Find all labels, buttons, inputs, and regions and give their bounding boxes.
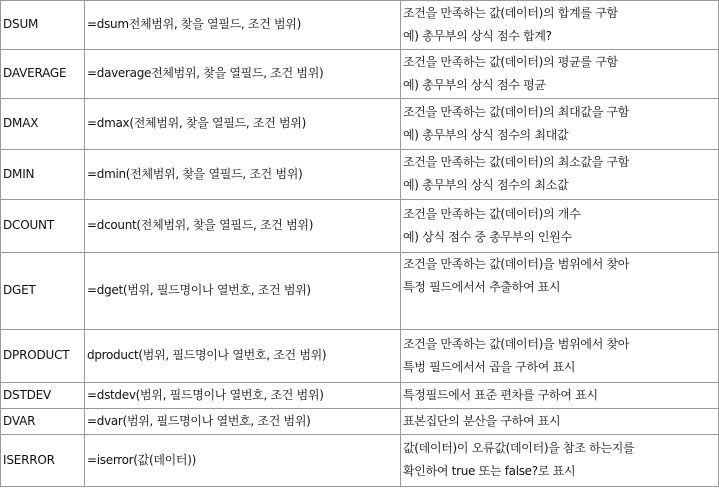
description-line: 조건을 만족하는 값(데이터)의 최대값을 구함 — [403, 104, 630, 119]
description-line: 값(데이터)이 오류값(데이터)을 참조 하는지를 — [403, 441, 635, 456]
function-name-cell[interactable]: DSTDEV — [1, 382, 85, 408]
function-syntax-cell[interactable]: =dsum전체범위, 찾을 열필드, 조건 범위) — [85, 1, 401, 50]
table-row — [1, 98, 719, 149]
function-name-cell[interactable]: DGET — [1, 252, 85, 329]
table-row — [1, 252, 719, 329]
function-table-body — [1, 1, 719, 487]
function-syntax-cell[interactable]: dproduct(범위, 필드명이나 열번호, 조건 범위) — [85, 329, 401, 382]
table-row — [1, 49, 719, 98]
description-line: 예) 총무부의 상식 점수의 최대값 — [403, 127, 569, 142]
description-line: 확인하여 true 또는 false?로 표시 — [403, 464, 576, 479]
function-syntax-cell[interactable]: =dget(범위, 필드명이나 열번호, 조건 범위) — [85, 252, 401, 329]
description-line: 조건을 만족하는 값(데이터)의 최소값을 구함 — [403, 155, 630, 170]
table-row — [1, 149, 719, 199]
description-line: 표본집단의 분산을 구하여 표시 — [403, 413, 561, 428]
description-line: 예) 상식 점수 중 총무부의 인원수 — [403, 229, 572, 244]
table-row — [1, 199, 719, 252]
function-name-cell[interactable]: DPRODUCT — [1, 329, 85, 382]
description-line: 조건을 만족하는 값(데이터)을 범위에서 찾아 — [403, 256, 630, 271]
description-line: 예) 총무부의 상식 점수 합계? — [403, 28, 552, 43]
function-name-cell[interactable]: DCOUNT — [1, 199, 85, 252]
function-description-cell[interactable] — [401, 408, 719, 434]
function-syntax-cell[interactable]: =dvar(범위, 필드명이나 열번호, 조건 범위) — [85, 408, 401, 434]
table-row — [1, 329, 719, 382]
description-line: 조건을 만족하는 값(데이터)의 개수 — [403, 206, 581, 221]
function-syntax-cell[interactable]: =dstdev(범위, 필드명이나 열번호, 조건 범위) — [85, 382, 401, 408]
function-syntax-cell[interactable]: =daverage전체범위, 찾을 열필드, 조건 범위) — [85, 49, 401, 98]
description-line: 특정 필드에서서 추출하여 표시 — [403, 279, 561, 294]
table-row — [1, 1, 719, 50]
description-line: 조건을 만족하는 값(데이터)의 평균를 구함 — [403, 54, 618, 69]
description-line: 특벙 필드에서서 곱을 구하여 표시 — [403, 359, 576, 374]
function-syntax-cell[interactable]: =iserror(값(데이터)) — [85, 434, 401, 486]
description-line: 예) 총무부의 상식 점수 평균 — [403, 77, 546, 92]
function-syntax-cell[interactable]: =dmax(전체범위, 찾을 열필드, 조건 범위) — [85, 98, 401, 149]
description-line: 조건을 만족하는 값(데이터)의 합계를 구함 — [403, 5, 618, 20]
function-name-cell[interactable]: DMAX — [1, 98, 85, 149]
description-line: 특정필드에서 표준 편차를 구하여 표시 — [403, 387, 598, 402]
function-name-cell[interactable]: DSUM — [1, 1, 85, 50]
function-description-cell[interactable] — [401, 1, 719, 50]
function-name-cell[interactable]: DAVERAGE — [1, 49, 85, 98]
function-description-cell[interactable] — [401, 49, 719, 98]
description-line: 예) 총무부의 상식 점수의 최소값 — [403, 178, 569, 193]
function-description-cell[interactable] — [401, 98, 719, 149]
table-row — [1, 434, 719, 486]
function-description-cell[interactable] — [401, 252, 719, 329]
description-line: 조건을 만족하는 값(데이터)을 범위에서 찾아 — [403, 336, 630, 351]
function-description-cell[interactable] — [401, 149, 719, 199]
function-syntax-cell[interactable]: =dmin(전체범위, 찾을 열필드, 조건 범위) — [85, 149, 401, 199]
function-name-cell[interactable]: DVAR — [1, 408, 85, 434]
function-description-cell[interactable] — [401, 329, 719, 382]
function-name-cell[interactable]: DMIN — [1, 149, 85, 199]
function-description-cell[interactable] — [401, 199, 719, 252]
function-description-cell[interactable] — [401, 382, 719, 408]
table-row — [1, 382, 719, 408]
function-name-cell[interactable]: ISERROR — [1, 434, 85, 486]
table-row — [1, 408, 719, 434]
function-description-cell[interactable] — [401, 434, 719, 486]
function-syntax-cell[interactable]: =dcount(전체범위, 찾을 열필드, 조건 범위) — [85, 199, 401, 252]
